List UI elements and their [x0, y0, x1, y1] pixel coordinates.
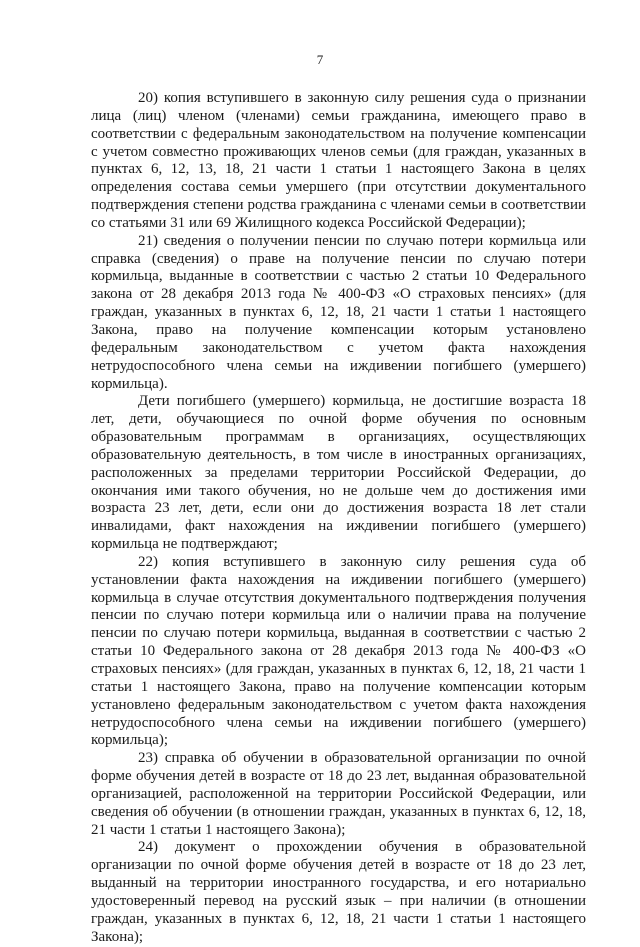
paragraph-item-20: 20) копия вступившего в законную силу решения суда о признании лица (лиц) членом (членами) семьи гражданина, имеющего право в соответствии с федеральным законодательством на получение компенсации с учетом совместно проживающих членов семьи (для граждан, указанных в пунктах 6, 12, 13, 18, 21 части 1 статьи 1 настоящего Закона в целях определения состава семьи умершего (при отсутствии документального подтверждения степени родства гражданина с членами семьи в соответствии со статьями 31 или 69 Жилищного кодекса Российской Федерации);	[91, 90, 586, 231]
paragraph-item-24: 24) документ о прохождении обучения в образовательной организации по очной форме обучения детей в возрасте от 18 до 23 лет, выданный на территории иностранного государства, и его нотариально удостоверенный перевод на русский язык – при наличии (в отношении граждан, указанных в пунктах 6, 12, 18, 21 части 1 статьи 1 настоящего Закона);	[91, 839, 586, 945]
page-number: 7	[316, 52, 324, 67]
document-body	[91, 90, 586, 947]
paragraph-item-22: 22) копия вступившего в законную силу решения суда об установлении факта нахождения на иждивении погибшего (умершего) кормильца в случае отсутствия документального подтверждения получения пенсии по случаю потери кормильца или о наличии права на получение пенсии по случаю потери кормильца, выданная в соответствии с частью 2 статьи 10 Федерального закона от 28 декабря 2013 года № 400-ФЗ «О страховых пенсиях» (для граждан, указанных в пунктах 6, 12, 18, 21 части 1 статьи 1 настоящего Закона, право на получение компенсации которым установлено федеральным законодательством с учетом факта нахождения нетрудоспособного члена семьи на иждивении погибшего (умершего) кормильца);	[91, 553, 586, 749]
paragraph-item-21: 21) сведения о получении пенсии по случаю потери кормильца или справка (сведения) о праве на получение пенсии по случаю потери кормильца, выданные в соответствии с частью 2 статьи 10 Федерального закона от 28 декабря 2013 года № 400-ФЗ «О страховых пенсиях» (для граждан, указанных в пунктах 6, 12, 18, 21 части 1 статьи 1 настоящего Закона, право на получение компенсации которым установлено федеральным законодательством с учетом факта нахождения нетрудоспособного члена семьи на иждивении погибшего (умершего) кормильца).	[91, 232, 586, 392]
paragraph-item-23: 23) справка об обучении в образовательной организации по очной форме обучения детей в возрасте от 18 до 23 лет, выданная образовательной организацией, расположенной на территории Российской Федерации, или сведения об обучении (в отношении граждан, указанных в пунктах 6, 12, 18, 21 части 1 статьи 1 настоящего Закона);	[91, 750, 586, 838]
paragraph-dependents-note: Дети погибшего (умершего) кормильца, не достигшие возраста 18 лет, дети, обучающиеся по очной форме обучения по основным образовательным программам в организациях, осуществляющих образовательную деятельность, в том числе в иностранных организациях, расположенных за пределами территории Российской Федерации, до окончания ими такого обучения, но не дольше чем до достижения ими возраста 23 лет, дети, если они до достижения возраста 18 лет стали инвалидами, факт нахождения на иждивении погибшего (умершего) кормильца не подтверждают;	[91, 393, 586, 553]
